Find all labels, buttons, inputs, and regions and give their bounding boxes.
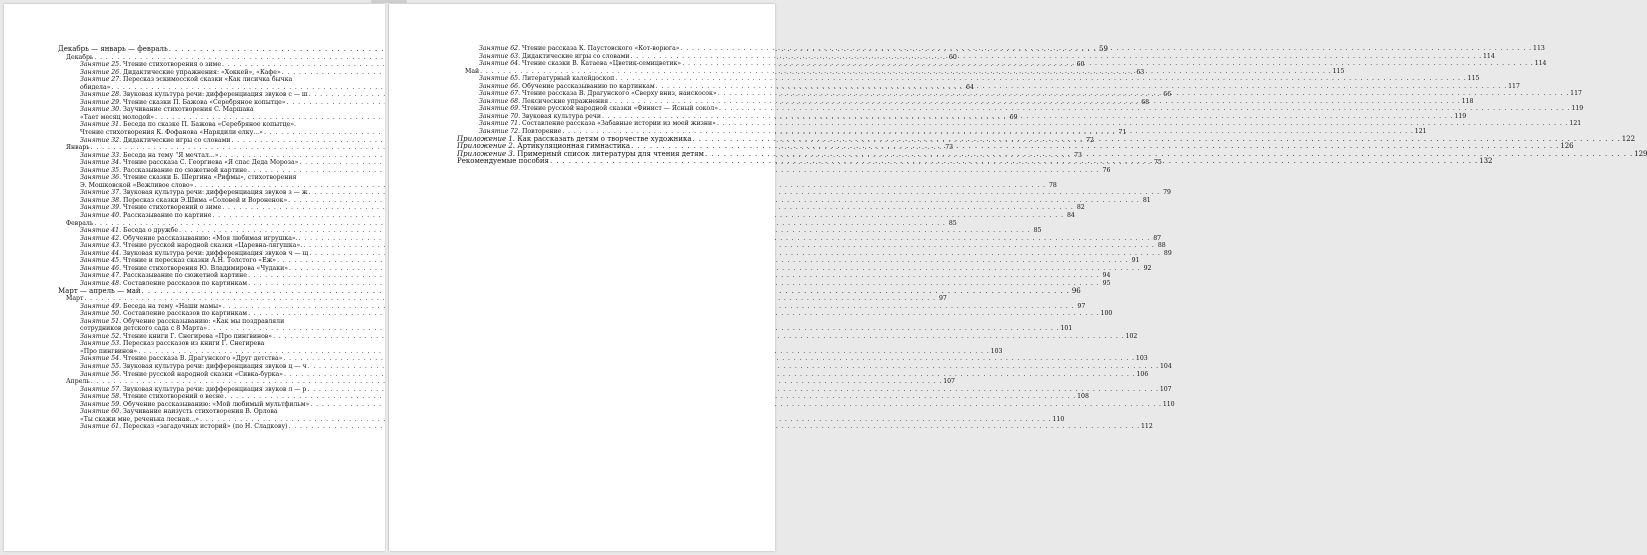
toc-entry-label: Занятие 64. [479, 60, 521, 68]
toc-entry-title [80, 401, 309, 409]
toc-entry-title [80, 182, 193, 190]
toc-entry-label: Занятие 38. [80, 196, 122, 204]
toc-page-number: 104 [1160, 362, 1172, 370]
toc-page-number: 103 [990, 347, 1003, 355]
toc-entry[interactable] [58, 400, 1175, 409]
toc-entry[interactable] [58, 174, 355, 182]
toc-page-number: 119 [1454, 112, 1467, 120]
toc-entry-title [80, 408, 278, 416]
toc-entry-title [80, 333, 272, 341]
toc-page-number: 63 [1136, 68, 1145, 76]
toc-entry-title [66, 144, 90, 152]
toc-entry-text: Звуковая культура речи: дифференциация звуков ч — щ [123, 249, 309, 257]
toc-entry-text: Лексические упражнения [522, 97, 609, 105]
toc-entry-text: Чтение сказки Б. Шергина «Рифмы», стихотворения [123, 174, 297, 182]
toc-entry-label: Занятие 29. [80, 98, 122, 106]
toc-page-number: 60 [948, 53, 957, 61]
toc-page-number: 59 [1099, 45, 1108, 53]
toc-page-number: 126 [1560, 142, 1574, 151]
toc-entry-title [479, 105, 718, 113]
toc-entry[interactable] [457, 105, 1584, 113]
toc-entry-label: Занятие 52. [80, 332, 122, 340]
toc-entry-label: Занятие 44. [80, 249, 122, 257]
toc-entry-title [80, 393, 224, 401]
toc-page-number: 92 [1143, 264, 1152, 272]
toc-page-number: 106 [1136, 370, 1149, 378]
toc-entry-label: Занятие 65. [479, 75, 521, 83]
toc-entry-text: Апрель [66, 378, 90, 386]
toc-entry-title [479, 83, 655, 91]
toc-entry-title [479, 60, 681, 68]
toc-entry-title [80, 204, 221, 212]
toc-page-number: 119 [1571, 105, 1584, 113]
toc-page-number: 72 [1086, 136, 1094, 144]
toc-leader-dots [602, 113, 1453, 121]
toc-entry-label: Занятие 51. [80, 317, 122, 325]
toc-entry-label: Приложение 1. [457, 134, 516, 143]
toc-entry-label: Приложение 2. [457, 142, 516, 151]
toc-entry-text: Рекомендуемые пособия [457, 157, 549, 166]
toc-entry[interactable] [58, 355, 1148, 363]
toc-entry[interactable] [58, 325, 1073, 333]
toc-entry-text: Звуковая культура речи: дифференциация звуков ц — ч [123, 362, 307, 370]
toc-entry-label: Занятие 67. [479, 90, 521, 98]
toc-entry-label: Занятие 71. [479, 120, 521, 128]
toc-entry[interactable] [58, 340, 355, 348]
toc-entry[interactable] [58, 272, 1111, 280]
toc-page-number: 117 [1508, 82, 1520, 90]
toc-entry-text: Беседа на тему “Я мечтал...» [123, 151, 219, 159]
toc-entry-text: Пересказ эскимосской сказки «Как лисичка бычка [123, 76, 293, 84]
toc-entry-title [80, 197, 287, 205]
toc-entry-label: Занятие 70. [479, 112, 521, 120]
toc-page-number: 87 [1153, 234, 1162, 242]
toc-entry[interactable] [58, 181, 1057, 190]
toc-entry-title [80, 416, 199, 424]
toc-entry-title [58, 288, 141, 296]
toc-entry-text: Чтение рассказа К. Паустовского «Кот-ворюга» [522, 45, 680, 52]
toc-entry[interactable] [58, 249, 1172, 258]
toc-page-number: 66 [1163, 91, 1172, 99]
toc-page-number: 114 [1534, 60, 1547, 68]
toc-entry-title [80, 386, 306, 394]
toc-entry-label: Занятие 34. [80, 159, 122, 167]
toc-entry-title [479, 75, 614, 83]
toc-entry[interactable] [457, 75, 1480, 83]
toc-entry-title [479, 113, 601, 121]
toc-entry[interactable] [58, 332, 1138, 341]
toc-page-number: 94 [1102, 272, 1111, 280]
toc-leader-dots [681, 45, 1532, 53]
toc-entry-text: Чтение стихотворения К. Фофанова «Нарядили елку...» [80, 129, 263, 137]
toc-entry-label: Приложение 3. [457, 149, 516, 158]
toc-entry-label: Занятие 63. [479, 52, 521, 60]
toc-entry[interactable] [58, 196, 1151, 205]
toc-entry-text: Январь [66, 144, 90, 152]
toc-page-number: 75 [1154, 159, 1162, 167]
toc-entry-title [457, 158, 549, 166]
toc-page-number: 110 [1052, 415, 1065, 423]
toc-entry-text: Рассказывание по сюжетной картине [123, 166, 247, 174]
toc-entry-label: Занятие 28. [80, 91, 122, 99]
toc-page-number: 85 [948, 219, 957, 227]
toc-entry-title [80, 355, 282, 363]
toc-entry-text: Чтение сказки П. Бажова «Серебряное копытце» [123, 98, 286, 106]
toc-entry-label: Занятие 56. [80, 370, 122, 378]
toc-entry[interactable] [58, 347, 1003, 356]
toc-entry-text: Дидактические игры со словами [123, 136, 231, 144]
toc-page-number: 122 [1621, 134, 1636, 143]
toc-entry-label: Занятие 37. [80, 189, 122, 197]
toc-entry-title [80, 310, 247, 318]
toc-entry-text: Беседа о дружбе [123, 227, 178, 235]
toc-entry[interactable] [58, 212, 1075, 220]
toc-entry-text: Март — апрель — май [58, 286, 141, 295]
toc-page-number: 108 [1077, 393, 1089, 401]
toc-entry-title [479, 98, 608, 106]
toc-entry-text: Чтение стихотворения Ю. Владимирова «Чудаки» [123, 264, 289, 272]
toc-entry-title [80, 272, 247, 280]
toc-entry-text: Чтение стихотворений о весне [123, 393, 224, 401]
toc-entry-text: Рассказывание по картине [123, 212, 212, 220]
toc-entry-text: Чтение и пересказ сказки А.Н. Толстого «Еж» [123, 257, 277, 265]
toc-entry-text: «Тает месяц молодой» [80, 113, 155, 121]
toc-entry-title [80, 242, 302, 250]
toc-entry-text: Обучение рассказыванию по картинкам [522, 82, 655, 90]
toc-entry-title [80, 340, 264, 348]
toc-entry-label: Занятие 66. [479, 82, 521, 90]
toc-entry-label: Занятие 31. [80, 121, 122, 129]
toc-entry-title [80, 212, 211, 220]
toc-page-number: 118 [1461, 97, 1474, 105]
toc-entry[interactable] [58, 106, 355, 114]
toc-page-number: 112 [1140, 423, 1153, 431]
toc-entry-text: Чтение русской народной сказки «Финист — Ясный сокол» [522, 105, 718, 113]
toc-entry-text: Чтение стихотворения о зиме [123, 61, 222, 69]
toc-entry-text: Пересказ сказки Э.Шима «Соловей и Вороненок» [123, 196, 288, 204]
toc-page-number: 117 [1570, 90, 1582, 98]
toc-entry-text: Обучение рассказыванию: «Моя любимая игрушка». [123, 234, 298, 242]
toc-entry-label: Занятие 46. [80, 264, 122, 272]
toc-entry[interactable] [58, 408, 355, 416]
toc-entry-label: Занятие 60. [80, 408, 122, 416]
toc-page-number: 68 [1141, 98, 1150, 106]
toc-entry-label: Занятие 26. [80, 68, 122, 76]
toc-entry[interactable] [58, 219, 957, 228]
toc-entry[interactable] [457, 120, 1582, 128]
toc-page-number: 82 [1076, 204, 1085, 212]
toc-entry-title [80, 167, 247, 175]
toc-entry-title [66, 295, 83, 303]
toc-entry-title [80, 137, 231, 145]
toc-entry-text: Чтение рассказа В. Драгунского «Друг детства» [123, 355, 283, 363]
toc-entry[interactable] [58, 189, 1171, 197]
toc-entry-title [80, 106, 254, 114]
toc-entry-title [80, 99, 286, 107]
toc-entry-text: Составление рассказов по картинкам [123, 279, 248, 287]
toc-page-number: 115 [1332, 67, 1345, 75]
toc-page-number: 107 [1159, 385, 1172, 393]
toc-page-number: 91 [1131, 257, 1140, 265]
toc-page-number: 115 [1467, 75, 1480, 83]
toc-entry-text: Беседа по сказке П. Бажова «Серебряное копытце». [123, 121, 296, 129]
toc-entry-label: Занятие 61. [80, 423, 122, 431]
toc-entry-text: Обучение рассказыванию: «Мой любимый мультфильм» [123, 400, 310, 408]
toc-entry-title [80, 91, 308, 99]
toc-entry[interactable] [58, 295, 947, 303]
toc-entry-label: Занятие 32. [80, 136, 122, 144]
toc-entry-text: Март [66, 295, 84, 303]
toc-entry-title [479, 120, 716, 128]
toc-entry-text: Пересказ рассказов из книги Г. Снегирева [123, 340, 265, 348]
toc-entry[interactable] [58, 302, 1086, 311]
toc-entry-title [80, 318, 284, 326]
toc-entry-title [80, 423, 288, 431]
toc-entry-title [80, 159, 298, 167]
toc-entry-text: Звуковая культура речи [522, 112, 601, 120]
toc-entry-text: Составление рассказа «Забавные истории из моей жизни» [522, 120, 716, 128]
toc-entry-text: Май [465, 67, 480, 75]
toc-entry-title [66, 54, 93, 62]
toc-entry-text: Звуковая культура речи: дифференциация звуков с — ш [123, 91, 308, 99]
toc-leader-dots [719, 105, 1570, 113]
toc-page-number: 64 [966, 83, 974, 91]
toc-entry-title [66, 220, 93, 228]
toc-entry-text: Дидактические игры со словами [522, 52, 630, 60]
toc-page-number: 100 [1100, 310, 1113, 318]
toc-entry[interactable] [58, 257, 1140, 265]
toc-entry-text: Звуковая культура речи: дифференциация звуков л — р [123, 385, 307, 393]
toc-entry-title [80, 69, 281, 77]
toc-entry[interactable] [58, 286, 1081, 296]
toc-entry-text: Литературный калейдоскоп [522, 75, 615, 83]
toc-entry-title [80, 61, 221, 69]
toc-entry[interactable] [58, 370, 1149, 379]
toc-entry-title [80, 348, 137, 356]
toc-entry-text: Пересказ «загадочных историй» (по Н. Сладкову) [123, 423, 288, 431]
toc-leader-dots [550, 158, 1478, 166]
toc-entry-text: Дидактические упражнения: «Хоккей», «Кафе» [123, 68, 281, 76]
toc-entry-label: Занятие 57. [80, 385, 122, 393]
toc-leader-dots [717, 120, 1568, 128]
toc-page-number: 107 [943, 378, 955, 386]
toc-entry-text: Февраль [66, 219, 94, 227]
toc-entry-label: Занятие 48. [80, 279, 122, 287]
toc-page-number: 84 [1066, 212, 1075, 220]
toc-entry-label: Занятие 54. [80, 355, 122, 363]
toc-page-number: 114 [1482, 52, 1495, 60]
toc-entry-text: Чтение русской народной сказки «Сивка-бурка» [123, 370, 284, 378]
toc-entry-title [80, 84, 110, 92]
toc-entry-label: Занятие 45. [80, 257, 122, 265]
toc-entry-label: Занятие 42. [80, 234, 122, 242]
toc-entry[interactable] [457, 97, 1474, 106]
toc-entry-text: Чтение книги Г. Снегирева «Про пингвинов» [123, 332, 273, 340]
toc-page-number: 69 [1009, 113, 1018, 121]
toc-entry-title [80, 257, 276, 265]
toc-page-number: 71 [1118, 129, 1127, 137]
toc-entry-title [80, 227, 178, 235]
toc-entry[interactable] [58, 242, 1166, 250]
toc-entry-label: Занятие 50. [80, 310, 122, 318]
toc-page-number: 76 [1102, 166, 1111, 174]
toc-entry-title [80, 174, 296, 182]
toc-page-number: 97 [939, 295, 947, 303]
toc-entry[interactable] [58, 121, 355, 129]
toc-entry-title [465, 68, 479, 76]
toc-page-number: 89 [1163, 249, 1172, 257]
toc-entry-title [479, 90, 717, 98]
toc-entry-label: Занятие 27. [80, 76, 122, 84]
toc-leader-dots [656, 83, 1507, 91]
toc-entry-text: Декабрь — январь — февраль [58, 45, 168, 53]
toc-leader-dots [615, 75, 1466, 83]
toc-entry-text: Повторение [522, 128, 562, 136]
toc-entry-title [80, 303, 222, 311]
toc-page-number: 103 [1135, 355, 1148, 363]
toc-page-number: 102 [1125, 332, 1138, 340]
toc-entry-label: Занятие 33. [80, 151, 122, 159]
toc-entry-label: Занятие 47. [80, 272, 122, 280]
toc-entry-label: Занятие 62. [479, 45, 521, 52]
toc-entry-title [80, 189, 308, 197]
toc-leader-dots [631, 53, 1482, 61]
toc-entry-text: Как рассказать детям о творчестве художника [517, 134, 692, 143]
toc-entry-text: Чтение стихотворений о зиме [123, 204, 222, 212]
toc-entry[interactable] [58, 318, 355, 326]
toc-page-number: 81 [1142, 196, 1151, 204]
toc-entry-text: Составление рассказов по картинкам [123, 310, 248, 318]
toc-entry-text: Заучивание наизусть стихотворения В. Орлова [123, 408, 278, 416]
toc-entry-label: Занятие 53. [80, 340, 122, 348]
toc-leader-dots [682, 60, 1533, 68]
toc-entry-text: «Про пингвинов» [80, 347, 138, 355]
toc-entry-label: Занятие 41. [80, 227, 122, 235]
toc-entry-label: Занятие 59. [80, 400, 122, 408]
toc-entry-label: Занятие 69. [479, 105, 521, 113]
toc-entry[interactable] [58, 385, 1172, 394]
toc-entry-label: Занятие 49. [80, 302, 122, 310]
toc-entry-text: обидела» [80, 83, 111, 91]
toc-entry-text: Чтение русской народной сказки «Царевна-лягушка». [123, 242, 303, 250]
toc-entry[interactable] [58, 227, 1042, 235]
toc-entry-label: Занятие 55. [80, 362, 122, 370]
toc-entry-text: Артикуляционная гимнастика [517, 142, 631, 151]
toc-entry-title [80, 114, 154, 122]
toc-page-number: 78 [1048, 181, 1057, 189]
toc-page-number: 73 [945, 144, 954, 152]
toc-page-number: 97 [1077, 302, 1086, 310]
toc-entry-title [80, 250, 308, 258]
toc-page-number: 121 [1414, 128, 1427, 136]
toc-entry-label: Занятие 40. [80, 212, 122, 220]
toc-entry-label: Занятие 43. [80, 242, 122, 250]
toc-entry[interactable] [58, 264, 1152, 273]
toc-entry[interactable] [58, 166, 1111, 175]
toc-entry-title [80, 235, 298, 243]
toc-page-number: 96 [1071, 286, 1081, 295]
toc-page-number: 95 [1102, 279, 1111, 287]
toc-page-number: 121 [1569, 120, 1582, 128]
toc-entry-title [80, 325, 207, 333]
toc-entry-text: Декабрь [66, 53, 94, 61]
toc-entry[interactable] [58, 378, 955, 386]
toc-leader-dots [480, 68, 1331, 76]
toc-page-number: 129 [1634, 149, 1647, 158]
toc-entry-title [66, 378, 90, 386]
toc-entry-label: Занятие 25. [80, 61, 122, 69]
toc-entry-text: Чтение сказки В. Катаева «Цветик-семицветик» [522, 60, 682, 68]
toc-entry-title [80, 76, 292, 84]
toc-entry-label: Занятие 39. [80, 204, 122, 212]
toc-entry-label: Занятие 68. [479, 97, 521, 105]
toc-leader-dots [718, 90, 1569, 98]
toc-entry[interactable] [58, 393, 1089, 401]
toc-entry[interactable] [58, 362, 1172, 371]
toc-entry-label: Занятие 30. [80, 106, 122, 114]
toc-entry-title [80, 363, 307, 371]
toc-entry[interactable] [58, 234, 1162, 243]
toc-entry-label: Занятие 58. [80, 393, 122, 401]
toc-entry-title [479, 45, 680, 53]
toc-entry-label: Занятие 72. [479, 128, 521, 136]
toc-page-number: 79 [1163, 189, 1171, 197]
toc-entry[interactable] [58, 415, 1065, 424]
toc-entry[interactable] [58, 76, 355, 84]
toc-entry-title [80, 371, 283, 379]
toc-page-number: 110 [1162, 400, 1175, 408]
toc-leader-dots [609, 98, 1460, 106]
toc-entry-title [80, 265, 288, 273]
toc-entry-text: Обучение рассказыванию: «Как мы поздравляли [123, 317, 285, 325]
toc-entry-title [80, 129, 263, 137]
toc-page-number: 113 [1533, 45, 1545, 52]
viewer-top-handle[interactable] [371, 0, 407, 3]
toc-page-number: 88 [1157, 242, 1166, 250]
toc-entry-text: Звуковая культура речи: дифференциация звуков з — ж [123, 189, 308, 197]
toc-entry[interactable] [58, 310, 1113, 318]
toc-page-number: 60 [1076, 61, 1085, 69]
toc-entry-title [80, 152, 219, 160]
toc-entry-text: Чтение рассказа С. Георгиева «Я спас Деда Мороза» [123, 159, 299, 167]
toc-entry-text: Примерный список литературы для чтения детям [517, 149, 704, 158]
toc-page-number: 85 [1033, 227, 1042, 235]
toc-page-number: 73 [1074, 151, 1082, 159]
toc-entry-label: Занятие 35. [80, 166, 122, 174]
toc-entry-title [58, 46, 168, 54]
toc-entry[interactable] [58, 204, 1085, 212]
toc-entry-title [479, 53, 630, 61]
toc-entry-title [80, 121, 296, 129]
toc-entry-text: «Ты скажи мне, реченька лесная...» [80, 415, 199, 423]
toc-entry-text: Беседа на тему «Наши мамы» [123, 302, 222, 310]
toc-entry-text: сотрудников детского сада с 8 Марта» [80, 325, 208, 333]
toc-entry-text: Э. Мошковской «Вежливое слово» [80, 181, 194, 189]
toc-page-number: 101 [1060, 325, 1073, 333]
toc-entry-text: Чтение рассказа В. Драгунского «Сверху вниз, наискосок» [522, 90, 717, 98]
toc-entry[interactable] [58, 423, 1153, 431]
toc-entry-label: Занятие 36. [80, 174, 122, 182]
toc-page-number: 132 [1479, 157, 1493, 166]
toc-entry-text: Рассказывание по сюжетной картине [123, 272, 247, 280]
toc-entry-text: Заучивание стихотворения С. Маршака [123, 106, 254, 114]
